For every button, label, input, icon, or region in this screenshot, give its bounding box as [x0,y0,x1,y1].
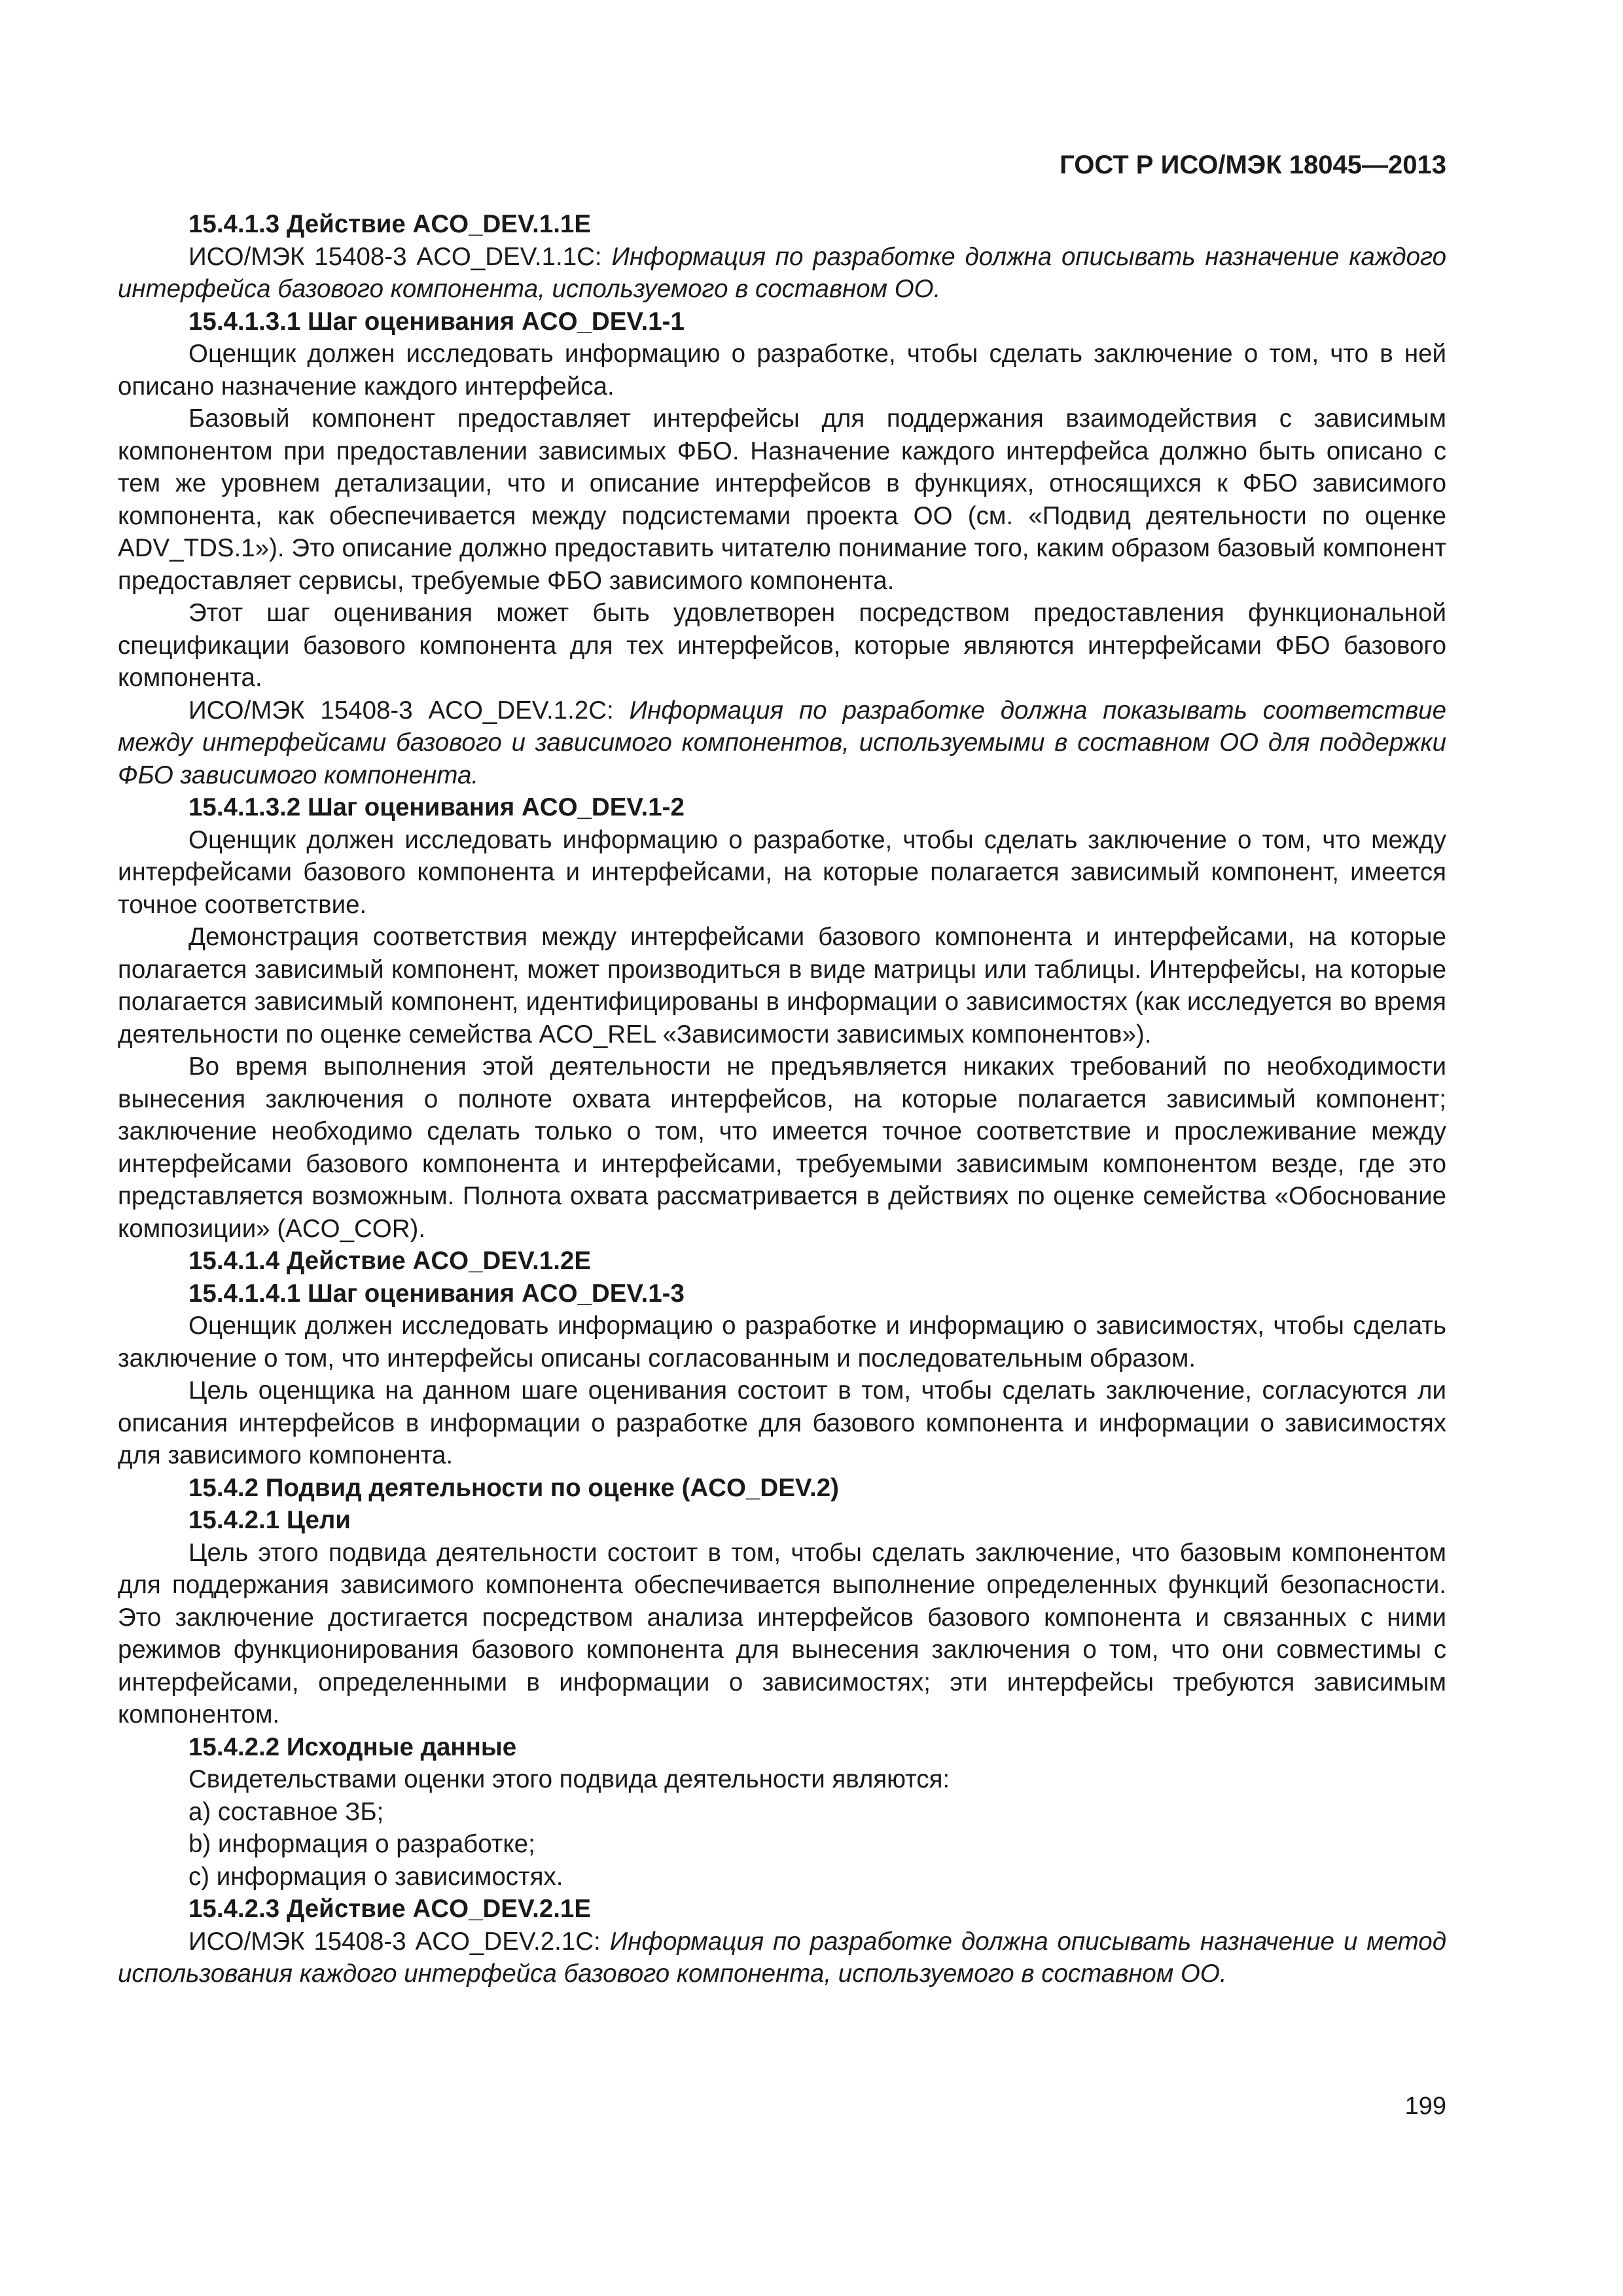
document-body [118,208,1446,1990]
requirement-paragraph [118,1926,1446,1990]
section-heading: 15.4.1.4.1 Шаг оценивания ACO_DEV.1-3 [188,1279,685,1308]
body-paragraph: Оценщик должен исследовать информацию о разработке и информацию о зависимостях, чтобы сделать заключение о том, что интерфейсы описаны согласованным и последовательным образом. [118,1312,1446,1372]
section-heading: 15.4.1.3.1 Шаг оценивания ACO_DEV.1-1 [188,307,685,336]
body-paragraph: Цель этого подвида деятельности состоит в том, чтобы сделать заключение, что базовым компонентом для поддержания зависимого компонента обеспечивается выполнение определенных функций безопасности. Это заключение достигается посредством анализа интерфейсов базового компонента и связанных с ними режимов функционирования базового компонента для вынесения заключения о том, что они совместимы с интерфейсами, определенными в информации о зависимостях; эти интерфейсы требуются зависимым компонентом. [118,1538,1446,1729]
body-paragraph: Цель оценщика на данном шаге оценивания состоит в том, чтобы сделать заключение, согласуются ли описания интерфейсов в информации о разработке для базового компонента и информации о зависимостях для зависимого компонента. [118,1376,1446,1469]
list-item: b) информация о разработке; [188,1830,535,1858]
body-paragraph: Оценщик должен исследовать информацию о разработке, чтобы сделать заключение о том, что в ней описано назначение каждого интерфейса. [118,340,1446,401]
page-number: 199 [1404,2092,1446,2120]
requirement-paragraph [118,241,1446,306]
requirement-reference: ИСО/МЭК 15408-3 ACO_DEV.1.1C: [188,242,612,271]
body-paragraph: Базовый компонент предоставляет интерфейсы для поддержания взаимодействия с зависимым компонентом при предоставлении зависимых ФБО. Назначение каждого интерфейса должно быть описано с тем же уровнем детализации, что и описание интерфейсов в функциях, относящихся к ФБО зависимого компонента, как обеспечивается между подсистемами проекта ОО (см. «Подвид деятельности по оценке ADV_TDS.1»). Это описание должно предоставить читателю понимание того, каким образом базовый компонент предоставляет сервисы, требуемые ФБО зависимого компонента. [118,404,1446,595]
requirement-reference: ИСО/МЭК 15408-3 ACO_DEV.2.1C: [188,1927,610,1956]
section-heading: 15.4.2.3 Действие ACO_DEV.2.1E [188,1895,592,1923]
requirement-reference: ИСО/МЭК 15408-3 ACO_DEV.1.2C: [188,696,630,725]
body-paragraph: Во время выполнения этой деятельности не предъявляется никаких требований по необходимости вынесения заключения о полноте охвата интерфейсов, на которые полагается зависимый компонент; заключение необходимо сделать только о том, что имеется точное соответствие и прослеживание между интерфейсами базового компонента и интерфейсами, требуемыми зависимым компонентом везде, где это представляется возможным. Полнота охвата рассматривается в действиях по оценке семейства «Обоснование композиции» (ACO_COR). [118,1052,1446,1243]
section-heading: 15.4.2 Подвид деятельности по оценке (ACO_DEV.2) [188,1473,839,1502]
section-heading: 15.4.1.3.2 Шаг оценивания ACO_DEV.1-2 [188,793,685,821]
section-heading: 15.4.1.4 Действие ACO_DEV.1.2E [188,1247,592,1275]
section-heading: 15.4.2.1 Цели [188,1506,351,1534]
requirement-text: Информация по разработке должна показывать соответствие между интерфейсами базового и зависимого компонентов, используемыми в составном ОО для поддержки ФБО зависимого компонента. [118,696,1446,789]
list-item: c) информация о зависимостях. [188,1862,563,1891]
requirement-text: Информация по разработке должна описывать назначение каждого интерфейса базового компонента, используемого в составном ОО. [118,242,1447,303]
requirement-paragraph [118,694,1446,792]
body-paragraph: Демонстрация соответствия между интерфейсами базового компонента и интерфейсами, на которые полагается зависимый компонент, может производиться в виде матрицы или таблицы. Интерфейсы, на которые полагается зависимый компонент, идентифицированы в информации о зависимостях (как исследуется во время деятельности по оценке семейства ACO_REL «Зависимости зависимых компонентов»). [118,923,1446,1049]
list-item: a) составное ЗБ; [188,1797,384,1826]
section-heading: 15.4.1.3 Действие ACO_DEV.1.1E [188,210,592,238]
document-header: ГОСТ Р ИСО/МЭК 18045—2013 [1060,151,1446,179]
section-heading: 15.4.2.2 Исходные данные [188,1732,517,1761]
body-paragraph: Этот шаг оценивания может быть удовлетворен посредством предоставления функциональной спецификации базового компонента для тех интерфейсов, которые являются интерфейсами ФБО базового компонента. [118,599,1446,692]
body-paragraph: Оценщик должен исследовать информацию о разработке, чтобы сделать заключение о том, что между интерфейсами базового компонента и интерфейсами, на которые полагается зависимый компонент, имеется точное соответствие. [118,825,1446,919]
list-intro: Свидетельствами оценки этого подвида деятельности являются: [188,1765,950,1793]
requirement-text: Информация по разработке должна описывать назначение и метод использования каждого интерфейса базового компонента, используемого в составном ОО. [118,1927,1447,1988]
